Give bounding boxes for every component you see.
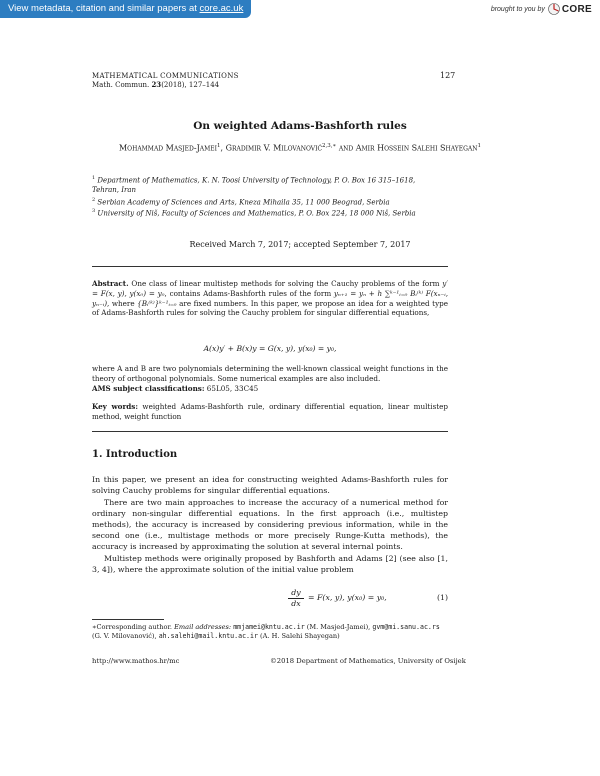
ams-classification	[92, 384, 448, 394]
affiliation-2-num: 2	[92, 197, 96, 203]
author-list	[92, 141, 508, 154]
page-number: 127	[440, 71, 456, 80]
abstract-eq-2: yₙ₊₁ = yₙ + h ∑ᵏ⁻¹ᵢ₌₀ Bᵢ⁽ᵏ⁾ F(xₙ₋ᵢ, yₙ₋ᵢ)	[92, 288, 449, 308]
abstract-eq-3: {Bᵢ⁽ᵏ⁾}ᵏ⁻¹ᵢ₌₀	[137, 298, 177, 308]
equation-1	[92, 588, 448, 610]
author-3: Amir Hossein Salehi Shayegan	[355, 143, 478, 153]
core-link-site[interactable]: core.ac.uk	[199, 3, 244, 14]
abstract-paragraph-2: where A and B are two polynomials determining the well-known classical weight functions in the theory of orthogonal polynomials. Some numerical examples are also included.	[92, 364, 448, 383]
affiliation-3-num: 3	[92, 208, 96, 214]
core-logo	[548, 3, 592, 15]
paper-title: On weighted Adams-Bashforth rules	[193, 120, 407, 132]
footer-url[interactable]: http://www.mathos.hr/mc	[92, 657, 180, 665]
citation-suffix: (2018), 127–144	[161, 81, 220, 89]
received-date: Received March 7, 2017; accepted September 7, 2017	[189, 240, 411, 249]
citation-volume: 23	[151, 80, 162, 89]
author-1-affil: 1	[217, 143, 221, 149]
email-2-owner: (G. V. Milovanović),	[92, 632, 159, 640]
footnote-corresponding: ∗Corresponding author.	[92, 623, 175, 631]
abstract-text-c: , where	[107, 298, 138, 308]
intro-paragraph-2: There are two main approaches to increase the accuracy of a numerical method for ordinary non-singular differential equations. In the first approach (i.e., multistep methods), the accuracy is increased by considering previous information, while in the second one (i.e., multistage methods or more precisely Runge-Kutta methods), the accuracy is increased by approximating the solution at several internal points.	[92, 498, 448, 551]
core-brought-by[interactable]	[491, 3, 592, 15]
keywords	[92, 402, 448, 422]
core-metadata-link[interactable]	[0, 0, 251, 18]
footer-copyright: ©2018 Department of Mathematics, University of Osijek	[270, 657, 466, 665]
email-3[interactable]: ah.salehi@mail.kntu.ac.ir	[158, 632, 258, 640]
abstract-text-d: are fixed numbers. In this paper, we propose an idea for a weighted type of Adams-Bashforth rules for solving the Cauchy problem for singular differential equations,	[92, 298, 448, 318]
equation-1-fraction	[288, 588, 304, 609]
intro-paragraph-3: Multistep methods were originally proposed by Bashforth and Adams [2] (see also [1, 3, 4]), where the approximate solution of the initial value problem	[92, 554, 448, 574]
equation-1-denominator: dx	[291, 599, 301, 608]
journal-citation	[92, 80, 219, 90]
footnote-email-label: Email addresses:	[174, 623, 234, 631]
abstract-eq-1: y′ = F(x, y), y(x₀) = y₀	[92, 279, 448, 298]
core-link-text: View metadata, citation and similar papers at	[8, 3, 200, 14]
author-1: Mohammad Masjed-Jamei	[118, 143, 218, 153]
abstract-bottom-rule	[92, 431, 448, 432]
affiliation-3-text: University of Niš, Faculty of Sciences and Mathematics, P. O. Box 224, 18 000 Niš, Serbia	[97, 209, 416, 218]
author-2-affil: 2,3,∗	[322, 143, 337, 149]
footnote-rule	[92, 619, 164, 620]
affiliation-3	[92, 207, 422, 219]
author-3-affil: 1	[477, 143, 482, 149]
journal-name: MATHEMATICAL COMMUNICATIONS	[92, 72, 239, 80]
core-logo-text: CORE	[561, 3, 592, 15]
abstract-display-equation: A(x)y′ + B(x)y = G(x, y), y(x₀) = y₀,	[203, 344, 337, 353]
keywords-label: Key words:	[92, 402, 138, 411]
equation-1-rhs: = F(x, y), y(x₀) = y₀,	[308, 593, 387, 602]
abstract-text-a: One class of linear multistep methods for solving the Cauchy problems of the form	[131, 279, 443, 288]
email-3-owner: (A. H. Salehi Shayegan)	[257, 632, 340, 640]
affiliation-1-num: 1	[92, 175, 96, 181]
affiliation-1-text: Department of Mathematics, K. N. Toosi University of Technology, P. O. Box 16 315–1618, Tehran, Iran	[92, 176, 416, 194]
author-separator-2: and	[338, 143, 356, 153]
email-2[interactable]: gvm@mi.sanu.ac.rs	[372, 623, 440, 631]
keywords-value: weighted Adams-Bashforth rule, ordinary differential equation, linear multistep method, weight function	[92, 402, 448, 421]
email-1[interactable]: mmjamei@kntu.ac.ir	[233, 623, 305, 631]
core-banner	[0, 0, 600, 20]
citation-prefix: Math. Commun.	[92, 81, 152, 89]
author-2: Gradimir V. Milovanović	[225, 143, 323, 153]
abstract-top-rule	[92, 266, 448, 267]
core-logo-icon	[548, 3, 560, 15]
abstract-label: Abstract.	[92, 279, 129, 288]
email-1-owner: (M. Masjed-Jamei),	[304, 623, 373, 631]
abstract-text-b: , contains Adams-Bashforth rules of the form	[164, 288, 334, 298]
affiliation-2-text: Serbian Academy of Sciences and Arts, Kneza Mihaila 35, 11 000 Beograd, Serbia	[97, 198, 390, 207]
ams-value: 65L05, 33C45	[204, 384, 259, 393]
core-brought-text: brought to you by	[490, 5, 545, 13]
ams-label: AMS subject classifications:	[92, 384, 205, 393]
footnote	[92, 623, 448, 641]
affiliation-1	[92, 174, 422, 195]
abstract-paragraph	[92, 279, 448, 318]
section-heading: 1. Introduction	[92, 449, 178, 460]
intro-paragraph-1: In this paper, we present an idea for constructing weighted Adams-Bashforth rules for solving Cauchy problems for singular differential equations.	[92, 475, 448, 495]
equation-1-numerator: dy	[288, 588, 304, 599]
author-separator-1: ,	[220, 143, 226, 153]
equation-1-label: (1)	[436, 593, 448, 602]
